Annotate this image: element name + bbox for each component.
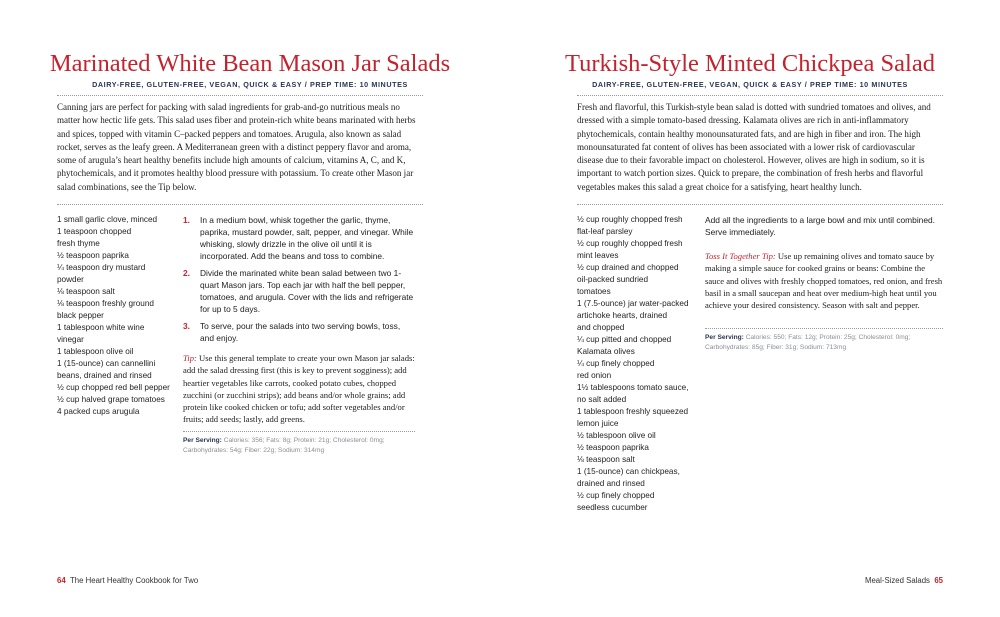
ingredient-item: ½ cup finely chopped seedless cucumber (577, 491, 655, 512)
ingredient-item: ¼ teaspoon dry mustard powder (57, 263, 146, 284)
tip-text: Use up remaining olives and tomato sauce by making a simple sauce for cooked grains or beans: Combine the sauce and olives with freshly chopped tomatoes, red onion, and fresh basil in a small saucepan and heat over medium-high heat until you achieve your desired consistency. Season with salt and pepper. (705, 251, 943, 311)
ingredient-item: ½ teaspoon paprika (57, 251, 129, 260)
step-text: Divide the marinated white bean salad between two 1-quart Mason jars. Top each jar with half the bell pepper, tomatoes, and arugula. Cover with the lids and refrigerate for up to 5 days. (200, 268, 414, 314)
page-footer (57, 576, 198, 585)
step-text: To serve, pour the salads into two serving bowls, toss, and enjoy. (200, 321, 401, 343)
recipe-title: Turkish-Style Minted Chickpea Salad (565, 50, 935, 77)
ingredient-item: ⅛ teaspoon salt (57, 287, 115, 296)
ingredient-item: 1½ tablespoons tomato sauce, no salt added (577, 383, 689, 404)
ingredient-item: ½ cup roughly chopped fresh mint leaves (577, 239, 683, 260)
ingredient-item: ½ cup drained and chopped oil-packed sundried tomatoes (577, 263, 679, 296)
recipe-tip (705, 250, 943, 311)
divider (705, 328, 943, 329)
ingredient-item: 4 packed cups arugula (57, 407, 140, 416)
tip-text: Use this general template to create your own Mason jar salads: add the salad dressing first (this is key to prevent sogginess); add heartier vegetables like carrots, cooked potato cubes, chopped zucchini (or zucchini strips); add beans and/or whole grains; add protein like cooked chicken or tofu; add softer vegetables and/or fruits; add seeds; lastly, add greens. (183, 353, 415, 425)
ingredient-item: ⅛ teaspoon freshly ground black pepper (57, 299, 154, 320)
nutrition-label: Per Serving: (183, 437, 222, 444)
tip-label: Toss It Together Tip: (705, 251, 776, 261)
nutrition-info (183, 436, 415, 456)
ingredient-item: ½ tablespoon olive oil (577, 431, 656, 440)
direction-step (183, 267, 415, 315)
ingredient-item: 1 (7.5-ounce) jar water-packed artichoke hearts, drained and chopped (577, 299, 689, 332)
ingredient-item: ¼ cup finely chopped red onion (577, 359, 655, 380)
divider (577, 95, 943, 96)
step-text: In a medium bowl, whisk together the garlic, thyme, paprika, mustard powder, salt, pepper, and vinegar. While whisking, slowly drizzle in the olive oil until it is incorporated. Add the beans and toss to combine. (200, 215, 414, 261)
running-head: Meal-Sized Salads (864, 576, 930, 585)
direction-text: Add all the ingredients to a large bowl and mix until combined. Serve immediately. (705, 215, 935, 237)
tip-label: Tip: (183, 353, 197, 363)
divider (57, 95, 423, 96)
ingredient-item: 1 tablespoon freshly squeezed lemon juice (577, 407, 689, 428)
directions-list (183, 214, 415, 349)
ingredient-item: 1 tablespoon white wine vinegar (57, 323, 145, 344)
ingredient-item: 1 tablespoon olive oil (57, 347, 134, 356)
ingredient-item: ⅛ teaspoon salt (577, 455, 635, 464)
recipe-tip (183, 352, 415, 426)
ingredient-item: ½ cup roughly chopped fresh flat-leaf parsley (577, 215, 683, 236)
divider (57, 204, 423, 205)
nutrition-text: Calories: 356; Fats: 8g; Protein: 21g; Cholesterol: 0mg; Carbohydrates: 54g; Fiber: 22g; Sodium: 314mg (183, 437, 385, 454)
recipe-intro: Canning jars are perfect for packing with salad ingredients for grab-and-go nutritious meals no matter how hectic life gets. This salad uses fiber and protein-rich white beans marinated with herbs and spices, topped with vitamin C–packed peppers and tomatoes. Arugula, also known as salad rocket, serves as the leafy green. A Mediterranean green with a distinct peppery flavor and aroma, some of arugula’s heart healthy benefits include high amounts of calcium, vitamins A, C, and K, phytochemicals, and it promotes healthy blood pressure with potassium. To create other Mason jar salad combinations, see the Tip below. (57, 102, 416, 192)
ingredients-list (577, 214, 699, 514)
recipe-subtitle: DAIRY-FREE, GLUTEN-FREE, VEGAN, QUICK & EASY / PREP TIME: 10 MINUTES (92, 80, 408, 89)
page-number: 64 (57, 576, 66, 585)
divider (183, 431, 415, 432)
page-number: 65 (934, 576, 943, 585)
recipe-subtitle: DAIRY-FREE, GLUTEN-FREE, VEGAN, QUICK & EASY / PREP TIME: 10 MINUTES (592, 80, 908, 89)
nutrition-label: Per Serving: (705, 334, 744, 341)
ingredient-item: 1 (15-ounce) can cannellini beans, drained and rinsed (57, 359, 156, 380)
ingredient-item: ½ teaspoon paprika (577, 443, 649, 452)
step-number: 3. (183, 321, 190, 331)
ingredient-item: 1 teaspoon chopped fresh thyme (57, 227, 132, 248)
recipe-intro: Fresh and flavorful, this Turkish-style bean salad is dotted with sundried tomatoes and olives, and dressed with a simple tomato-based dressing. Kalamata olives are rich in anti-inflammatory phytochemicals, contain healthy monounsaturated fats, and are high in fiber and iron. The high monounsaturated fat content of olives has been associated with a lower risk of cardiovascular disease due to their favorable impact on cholesterol. However, olives are high in sodium, so it is important to watch portion sizes. Quick to prepare, the combination of fresh herbs and flavorful vegetables makes this salad a great choice for a satisfying, heart healthy lunch. (577, 102, 931, 192)
nutrition-info (705, 333, 943, 353)
nutrition-text: Calories: 550; Fats: 12g; Protein: 25g; Cholesterol: 0mg; Carbohydrates: 85g; Fiber: 31g; Sodium: 713mg (705, 334, 911, 351)
ingredient-item: ¼ cup pitted and chopped Kalamata olives (577, 335, 672, 356)
ingredient-item: 1 small garlic clove, minced (57, 215, 158, 224)
recipe-title: Marinated White Bean Mason Jar Salads (49, 50, 451, 77)
direction-step (183, 320, 415, 344)
right-page (500, 0, 1000, 617)
step-number: 2. (183, 268, 190, 278)
running-head: The Heart Healthy Cookbook for Two (70, 576, 199, 585)
ingredient-item: ½ cup halved grape tomatoes (57, 395, 165, 404)
ingredient-item: 1 (15-ounce) can chickpeas, drained and rinsed (577, 467, 680, 488)
page-footer (865, 576, 943, 585)
ingredient-item: ½ cup chopped red bell pepper (57, 383, 170, 392)
ingredients-list (57, 214, 177, 418)
direction-step (183, 214, 415, 262)
step-number: 1. (183, 215, 190, 225)
divider (577, 204, 943, 205)
